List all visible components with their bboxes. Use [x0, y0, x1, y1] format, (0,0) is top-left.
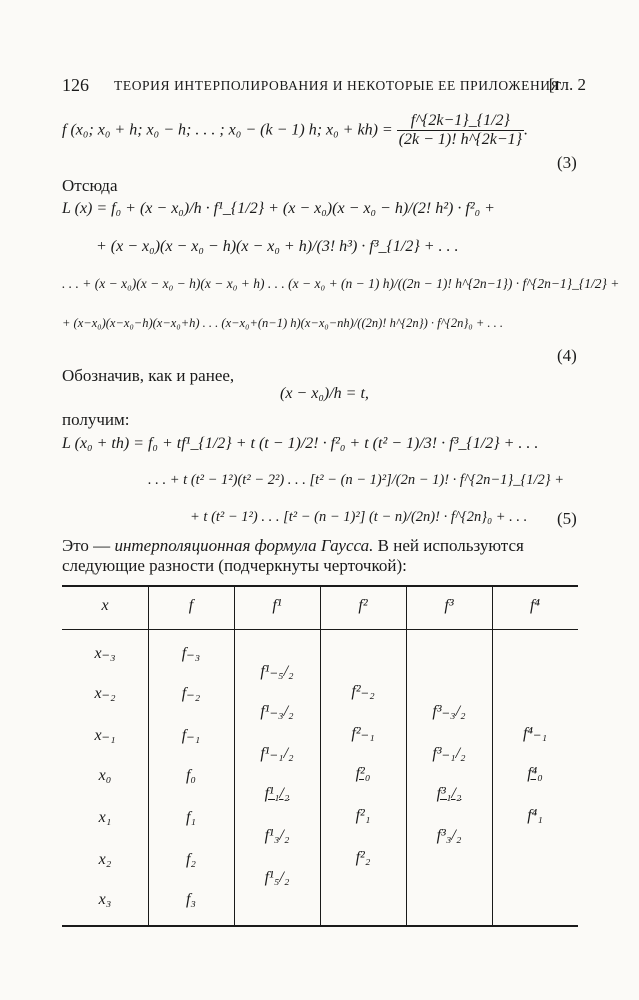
table-cell-f: f₁: [185, 809, 196, 826]
table-cell-f1: f¹₅/₂: [264, 869, 290, 886]
table-cell-f2: f²₁: [355, 807, 371, 824]
chapter-marker: [гл. 2: [548, 75, 586, 94]
running-header: [62, 75, 586, 99]
text-otsyuda: Отсюда: [62, 176, 118, 195]
formula-3-numerator: f^{2k−1}_{1/2}: [410, 112, 510, 129]
running-title: ТЕОРИЯ ИНТЕРПОЛИРОВАНИЯ И НЕКОТОРЫЕ ЕЕ ПРИЛОЖЕНИЯ: [114, 78, 561, 93]
text-oboznachiv: Обозначив, как и ранее,: [62, 366, 235, 385]
table-cell-x: x₁: [98, 809, 112, 826]
table-cell-f3: f³₃/₂: [436, 827, 462, 844]
table-cell-f3: f³₋₃/₂: [432, 703, 466, 720]
table-cell-f3: f³₋₁/₂: [432, 745, 466, 762]
equation-number-4: (4): [557, 346, 577, 365]
text-poluchim: получим:: [62, 410, 130, 429]
formula-3: f (x₀; x₀ + h; x₀ − h; . . . ; x₀ − (k − 1) h; x₀ + kh) = $\frac{f\^{}\{2k-1\}\_\{1/2\}}{(2k - 1)! h\^{}\{2k-1\}}$ .: [62, 112, 529, 149]
paragraph-line-1: [62, 536, 524, 556]
equation-number-5: (5): [557, 509, 577, 528]
table-header-f4: f⁴: [529, 597, 540, 614]
table-cell-f4-underlined: f⁴₀: [527, 765, 543, 782]
table-column-divider: [492, 585, 493, 927]
table-cell-f2: f²₋₂: [351, 683, 375, 700]
table-cell-f: f₋₂: [181, 685, 201, 702]
table-cell-f2-underlined: f²₀: [355, 765, 371, 782]
table-cell-f2: f²₋₁: [351, 725, 375, 742]
table-header-f1: f¹: [272, 597, 282, 614]
table-cell-f2: f²₂: [355, 849, 371, 866]
table-column-divider: [148, 585, 149, 927]
paragraph-text-end: В ней используются: [373, 536, 524, 555]
formula-4-line-4: + (x−x₀)(x−x₀−h)(x−x₀+h) . . . (x−x₀+(n−1) h)(x−x₀−nh)/((2n)! h^{2n}) · f^{2n}₀ + . . .: [62, 316, 504, 330]
table-cell-f: f₋₃: [181, 645, 201, 662]
table-cell-f1: f¹₃/₂: [264, 827, 290, 844]
paragraph-line-2: следующие разности (подчеркнуты черточкой):: [62, 556, 407, 575]
formula-5-line-3: + t (t² − 1²) . . . [t² − (n − 1)²] (t − n)/(2n)! · f^{2n}₀ + . . .: [190, 509, 528, 525]
formula-5-line-2: . . . + t (t² − 1²)(t² − 2²) . . . [t² − (n − 1)²]/(2n − 1)! · f^{2n−1}_{1/2} +: [148, 472, 564, 488]
table-cell-f1: f¹₋₃/₂: [260, 703, 294, 720]
table-header-f3: f³: [444, 597, 454, 614]
table-header-f: f: [188, 597, 194, 614]
table-cell-f: f₃: [185, 891, 196, 908]
formula-3-lhs: f (x₀; x₀ + h; x₀ − h; . . . ; x₀ − (k − 1) h; x₀ + kh) =: [62, 121, 393, 139]
formula-5-line-1: L (x₀ + th) = f₀ + tf¹_{1/2} + t (t − 1)/2! · f²₀ + t (t² − 1)/3! · f³_{1/2} + . . .: [62, 435, 539, 452]
table-column-divider: [320, 585, 321, 927]
table-header-x: x: [101, 597, 109, 614]
table-cell-f4: f⁴₁: [527, 807, 543, 824]
difference-table: [62, 585, 578, 927]
table-cell-f: f₂: [185, 851, 196, 868]
table-cell-x: x₋₂: [94, 685, 116, 702]
substitution-formula: (x − x₀)/h = t,: [280, 385, 369, 402]
table-cell-f1: f¹₋₁/₂: [260, 745, 294, 762]
formula-3-denominator: (2k − 1)! h^{2k−1}: [398, 131, 523, 149]
paragraph-text-start: Это —: [62, 536, 115, 555]
formula-4-line-3: . . . + (x − x₀)(x − x₀ − h)(x − x₀ + h) . . . (x − x₀ + (n − 1) h)/((2n − 1)! h^{2n−1}) · f^{2n−1}_{1/2} +: [62, 276, 620, 291]
paragraph-emphasis: интерполяционная формула Гаусса.: [114, 536, 374, 555]
table-cell-f1: f¹₋₅/₂: [260, 663, 294, 680]
formula-4-line-2: + (x − x₀)(x − x₀ − h)(x − x₀ + h)/(3! h³) · f³_{1/2} + . . .: [96, 238, 459, 255]
table-cell-f-underlined: f₀: [185, 767, 196, 784]
table-cell-f: f₋₁: [181, 727, 201, 744]
table-cell-x: x₂: [98, 851, 112, 868]
table-cell-x: x₋₃: [94, 645, 116, 662]
formula-4-line-1: L (x) = f₀ + (x − x₀)/h · f¹_{1/2} + (x − x₀)(x − x₀ − h)/(2! h²) · f²₀ +: [62, 200, 495, 217]
page-number: 126: [62, 75, 89, 95]
table-cell-x: x₀: [98, 767, 112, 784]
table-cell-f3-underlined: f³₁/₂: [436, 785, 462, 802]
table-cell-f1-underlined: f¹₁/₂: [264, 785, 290, 802]
table-cell-x: x₋₁: [94, 727, 116, 744]
table-cell-x: x₃: [98, 891, 112, 908]
formula-3-fraction: [397, 112, 524, 150]
table-cell-f4: f⁴₋₁: [522, 725, 547, 742]
table-header-f2: f²: [358, 597, 368, 614]
equation-number-3: (3): [557, 153, 577, 172]
